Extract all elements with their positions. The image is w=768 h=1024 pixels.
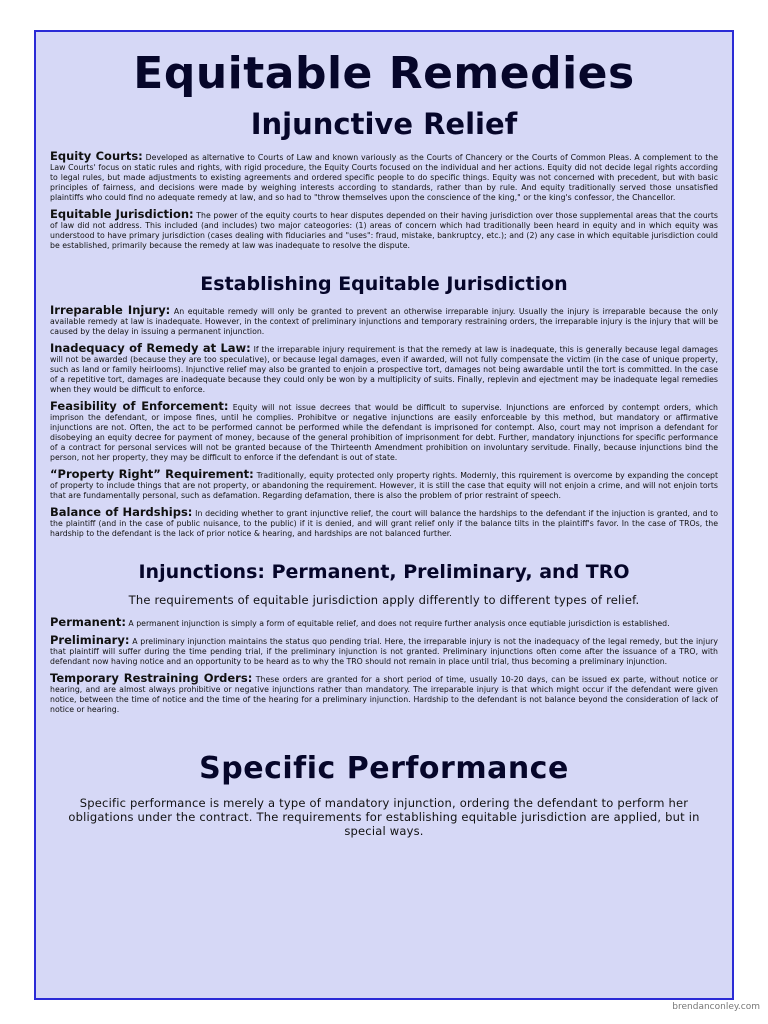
- paragraph-equity-courts: [50, 151, 718, 203]
- specific-performance-text: Specific performance is merely a type of mandatory injunction, ordering the defendant to perform her obligations under the contract. The requirements for establishing equitable jurisdiction are applied, but in special ways.: [68, 796, 700, 838]
- paragraph-permanent: [50, 617, 718, 629]
- poster-content: [36, 32, 732, 838]
- paragraph-text: The power of the equity courts to hear disputes depended on their having jurisdiction over those supplemental areas that the courts of law did not address. This included (and includes) two major cateogories: (1) areas of concern which had traditionally been heard in equity and in which equity was understood to have primary jurisdiction (cases dealing with fiduciaries and "uses": fraud, mistake, bankruptcy, etc.); and (2) any case in which equitable jurisdiction could be established, primarily because the remedy at law was inadequate to resolve the dispute.: [50, 211, 718, 250]
- term-label: Equity Courts:: [50, 149, 143, 163]
- paragraph-property-right: [50, 469, 718, 501]
- paragraph-text: Traditionally, equity protected only property rights. Modernly, this rquirement is overcome by expanding the concept of property to include things that are not property, or abandoning the requirement. However, it is still the case that equity will not enjoin a crime, and will not enjoin torts that are fundamentally personal, such as defamation. Regarding defamation, there is also the problem of prior restraint of speech.: [50, 471, 718, 500]
- paragraph-text: In deciding whether to grant injunctive relief, the court will balance the hardships to the defendant if the injuction is granted, and to the plaintiff (and in the case of public nuisance, to the public) if it is denied, and will grant relief only if the balance tilts in the plaintiff's favor. In the case of TROs, the hardship to the defendant is the lack of prior notice & hearing, and hardships are not balanced further.: [50, 509, 718, 538]
- paragraph-text: Equity will not issue decrees that would be difficult to supervise. Injunctions are enforced by contempt orders, which imprison the defendant, or impose fines, until he complies. Prohibitve or negative injunctions are easily enforceable by this method, but mandatory or affirmative injunctions are not. Often, the act to be performed cannot be performed while the defendant is imprisoned for contempt. Also, court may not imprison a defendant for disobeying an equity decree for payment of money, because of the general prohibition of imprisonment for debt. Further, mandatory injunctions for specific performance of a contract for personal services will not be granted because of the Thirteenth Amendment prohibition on involuntary servitude. Finally, because injunctions bind the person, not her property, they may be difficult to enforce if the defendant is out of state.: [50, 403, 718, 462]
- section-heading-specific-performance: Specific Performance: [199, 751, 569, 786]
- paragraph-text: A preliminary injunction maintains the status quo pending trial. Here, the irreparable injury is not the inadequacy of the legal remedy, but the injury that plaintiff will suffer during the time pending trial, if the preliminary injunction is not granted. Preliminary injunctions often come after the issuance of a TRO, with defendant now having notice and an opportunity to be heard as to why the TRO should not remain in place until trial, thus becoming a preliminary injunction.: [50, 637, 718, 666]
- term-label: Preliminary:: [50, 633, 130, 647]
- paragraph-tro: [50, 673, 718, 715]
- site-credit: brendanconley.com: [672, 1002, 760, 1012]
- term-label: Balance of Hardships:: [50, 505, 193, 519]
- paragraph-text: An equitable remedy will only be granted to prevent an otherwise irreparable injury. Usually the injury is irreparable because the only available remedy at law is inadequate. However, in the context of preliminary injunctions and temporary restraining orders, the irreparable injury is the injury that will be caused by the delay in issuing a permanent injunction.: [50, 307, 719, 336]
- term-label: Temporary Restraining Orders:: [50, 671, 253, 685]
- paragraph-irreparable-injury: [50, 305, 718, 337]
- poster-frame: [34, 30, 734, 1000]
- paragraph-text: These orders are granted for a short period of time, usually 10-20 days, can be issued ex parte, without notice or hearing, and are almost always prohibitive or negative injunctions rather than mandatory. The irreparable injury is that which might occur if the defendant were given notice, between the time of notice and the time of the hearing for a preliminary injunction. Hardship to the defendant is not balance beyond the consideration of lack of notice or hearing.: [50, 675, 718, 714]
- paragraph-inadequacy: [50, 343, 718, 395]
- term-label: Permanent:: [50, 615, 126, 629]
- paragraph-equitable-jurisdiction: [50, 209, 718, 251]
- page-title: Equitable Remedies: [133, 48, 635, 99]
- section-intro: The requirements of equitable jurisdiction apply differently to different types of relief.: [128, 593, 640, 607]
- section-heading-injunctions: Injunctions: Permanent, Preliminary, and TRO: [138, 561, 630, 583]
- paragraph-text: Developed as alternative to Courts of Law and known variously as the Courts of Chancery or the Courts of Common Pleas. A complement to the Law Courts' focus on static rules and rights, with rigid procedure, the Equity Courts focused on the individual and her actions. Equity did not decide legal rights according to legal rules, but made adjustments to existing agreements and ordered specific people to do specific things. Equity was not concerned with precedent, but with basic principles of fairness, and decisions were made by weighing interests according to standards, rather than by rule. And equity traditionally served those unsatisfied plaintiffs who could find no adequate remedy at law, and so had to "throw themselves upon the conscience of the king," or the king's confessor, the Chancellor.: [50, 153, 718, 202]
- section-heading-establishing: Establishing Equitable Jurisdiction: [200, 273, 568, 295]
- paragraph-text: A permanent injunction is simply a form of equitable relief, and does not require further analysis once equtiable jurisdiction is established.: [128, 619, 670, 628]
- term-label: Equitable Jurisdiction:: [50, 207, 194, 221]
- paragraph-feasibility: [50, 401, 718, 463]
- section-heading-injunctive-relief: Injunctive Relief: [250, 107, 518, 141]
- term-label: “Property Right” Requirement:: [50, 467, 254, 481]
- paragraph-text: If the irreparable injury requirement is that the remedy at law is inadequate, this is generally because legal damages will not be awarded (because they are too speculative), or because legal damages, even if awarded, will not fully compensate the victim (in the case of unique property, such as land or family heirlooms). Injunctive relief may also be granted to enjoin a prospective tort, damages not being awardable until the tort is committed. In the case of a repetitive tort, damages are inadequate because they could only be won by a multiplicity of suits. Finally, replevin and ejectment may be inadequate legal remedies when they would be difficult to enforce.: [50, 345, 718, 394]
- term-label: Feasibility of Enforcement:: [50, 399, 229, 413]
- term-label: Irreparable Injury:: [50, 303, 171, 317]
- paragraph-balance-hardships: [50, 507, 718, 539]
- term-label: Inadequacy of Remedy at Law:: [50, 341, 251, 355]
- paragraph-preliminary: [50, 635, 718, 667]
